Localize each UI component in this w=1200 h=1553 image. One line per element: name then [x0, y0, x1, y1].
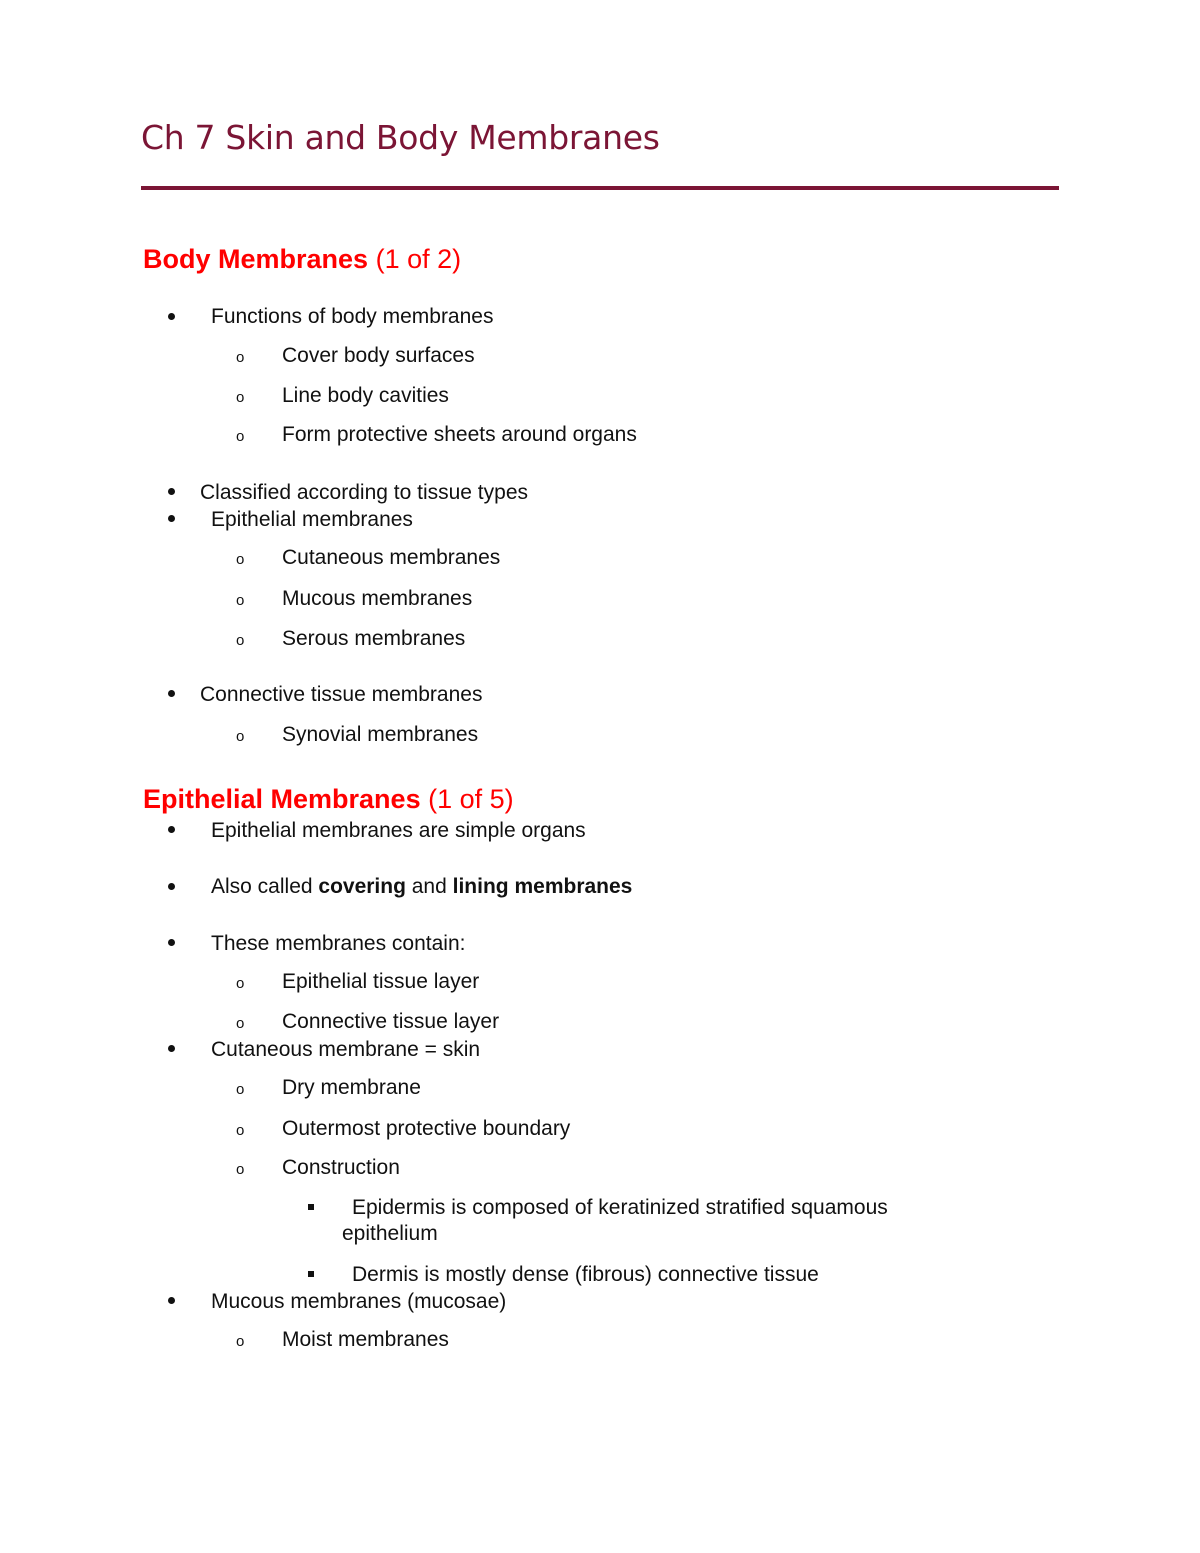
bullet-disc-icon: [168, 1045, 175, 1052]
bullet-circle-icon: o: [236, 1122, 245, 1139]
section-heading-body-membranes: [143, 244, 461, 275]
list-item: Epithelial tissue layer: [282, 970, 480, 993]
list-item: Epithelial membranes: [211, 508, 413, 531]
list-item: Cutaneous membranes: [282, 546, 501, 569]
bullet-disc-icon: [168, 883, 175, 890]
title-divider: [141, 186, 1059, 190]
bullet-disc-icon: [168, 1297, 175, 1304]
list-item: Connective tissue membranes: [200, 683, 483, 706]
list-item-continuation: epithelium: [342, 1222, 438, 1245]
page-title: Ch 7 Skin and Body Membranes: [141, 118, 660, 157]
bold-term: lining membranes: [452, 875, 633, 898]
list-item: These membranes contain:: [211, 932, 466, 955]
heading-count: (1 of 5): [428, 784, 514, 814]
list-item: Classified according to tissue types: [200, 481, 528, 504]
bullet-disc-icon: [168, 488, 175, 495]
bullet-disc-icon: [168, 515, 175, 522]
list-item: Form protective sheets around organs: [282, 423, 637, 446]
bullet-circle-icon: o: [236, 349, 245, 366]
list-item: Epidermis is composed of keratinized stratified squamous: [352, 1196, 888, 1219]
list-item: Mucous membranes: [282, 587, 473, 610]
list-item: Dry membrane: [282, 1076, 421, 1099]
bullet-circle-icon: o: [236, 632, 245, 649]
bullet-circle-icon: o: [236, 428, 245, 445]
list-item: Epithelial membranes are simple organs: [211, 819, 586, 842]
heading-bold: Epithelial Membranes: [143, 784, 421, 814]
list-item-also-called: [211, 876, 632, 897]
bullet-circle-icon: o: [236, 1333, 245, 1350]
bullet-circle-icon: o: [236, 975, 245, 992]
bullet-circle-icon: o: [236, 551, 245, 568]
bullet-square-icon: [308, 1271, 314, 1277]
bullet-circle-icon: o: [236, 728, 245, 745]
list-item: Dermis is mostly dense (fibrous) connective tissue: [352, 1263, 819, 1286]
list-item: Synovial membranes: [282, 723, 479, 746]
bullet-disc-icon: [168, 313, 175, 320]
list-item: Outermost protective boundary: [282, 1117, 571, 1140]
list-item: Cover body surfaces: [282, 344, 475, 367]
heading-count: (1 of 2): [375, 244, 462, 274]
bullet-circle-icon: o: [236, 1081, 245, 1098]
bullet-circle-icon: o: [236, 1161, 245, 1178]
bullet-square-icon: [308, 1204, 314, 1210]
bullet-circle-icon: o: [236, 389, 245, 406]
list-item: Cutaneous membrane = skin: [211, 1038, 481, 1061]
list-item: Line body cavities: [282, 384, 449, 407]
bullet-circle-icon: o: [236, 1015, 245, 1032]
section-heading-epithelial-membranes: [143, 784, 514, 815]
list-item: Construction: [282, 1156, 400, 1179]
bullet-disc-icon: [168, 939, 175, 946]
bullet-disc-icon: [168, 690, 175, 697]
text-run: Also called: [211, 875, 319, 898]
bullet-circle-icon: o: [236, 592, 245, 609]
list-item: Functions of body membranes: [211, 305, 494, 328]
list-item: Serous membranes: [282, 627, 466, 650]
bullet-disc-icon: [168, 826, 175, 833]
bold-term: covering: [318, 875, 406, 898]
text-run: and: [405, 875, 453, 898]
list-item: Moist membranes: [282, 1328, 449, 1351]
list-item: Mucous membranes (mucosae): [211, 1290, 507, 1313]
heading-bold: Body Membranes: [143, 244, 369, 274]
list-item: Connective tissue layer: [282, 1010, 500, 1033]
